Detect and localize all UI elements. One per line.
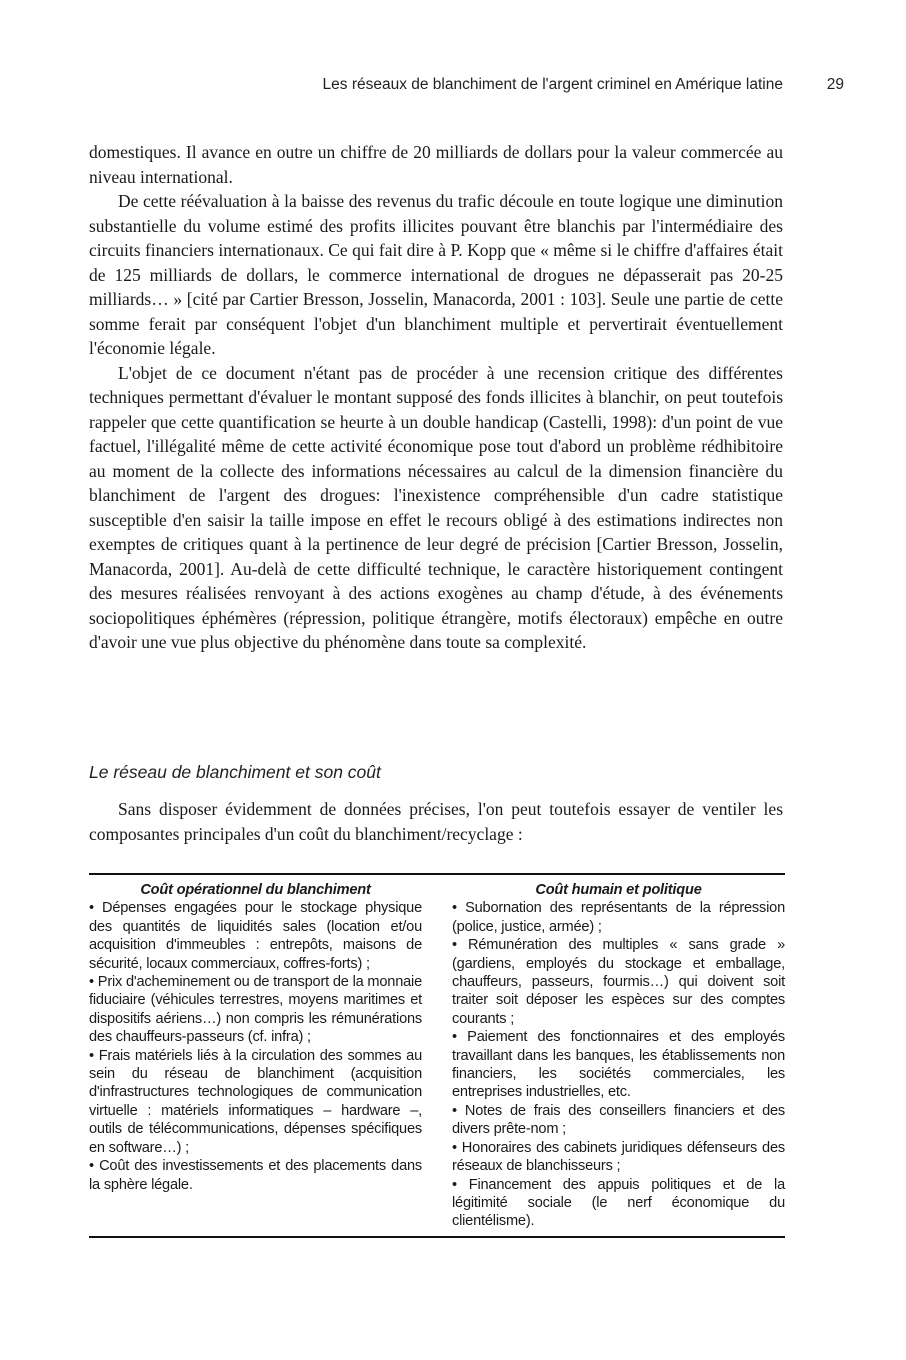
- paragraph: L'objet de ce document n'étant pas de procéder à une recension critique des différentes techniques permettant d'évaluer le montant supposé des fonds illicites à blanchir, on peut toutefois rappeler que cette quantification se heurte à un double handicap (Castelli, 1998): d'un point de vue factuel, l'illégalité même de cette activité économique pose tout d'abord un problème rédhibitoire au moment de la collecte des informations nécessaires au calcul de la dimension financière du blanchiment de l'argent des drogues: l'inexistence compréhensible d'un cadre statistique susceptible d'en saisir la taille impose en effet le recours obligé à des estimations indirectes non exemptes de critiques quant à la pertinence de leur degré de précision [Cartier Bresson, Josselin, Manacorda, 2001]. Au-delà de cette difficulté technique, le caractère historiquement contingent des mesures réalisées renvoyant à des actions exogènes au champ d'étude, à des événements sociopolitiques éphémères (répression, politique étrangère, motifs électoraux) empêche en outre d'avoir une vue plus objective du phénomène dans toute sa complexité.: [89, 362, 783, 652]
- page-number: 29: [826, 76, 844, 93]
- paragraph: domestiques. Il avance en outre un chiffre de 20 milliards de dollars pour la valeur commercée au niveau international.: [89, 142, 783, 187]
- page-header: [0, 76, 906, 98]
- list-item: • Subornation des représentants de la répression (police, justice, armée) ;: [452, 900, 785, 935]
- operational-cost-column: [89, 881, 422, 1231]
- list-item: • Prix d'acheminement ou de transport de la monnaie fiduciaire (véhicules terrestres, moyens maritimes et dispositifs aériens…) non compris les rémunérations des chauffeurs-passeurs (cf. infra) ;: [89, 974, 422, 1046]
- column-title: Coût humain et politique: [535, 882, 702, 898]
- paragraph: De cette réévaluation à la baisse des revenus du trafic découle en toute logique une diminution substantielle du volume estimé des profits illicites pouvant être blanchis par l'intermédiaire des circuits financiers internationaux. Ce qui fait dire à P. Kopp que « même si le chiffre d'affaires était de 125 milliards de dollars, le commerce international de drogues ne dépasserait pas 20-25 milliards… » [cité par Cartier Bresson, Josselin, Manacorda, 2001 : 103]. Seule une partie de cette somme ferait par conséquent l'objet d'un blanchiment multiple et pervertirait éventuellement l'économie légale.: [89, 191, 783, 358]
- list-item: • Frais matériels liés à la circulation des sommes au sein du réseau de blanchiment (acquisition d'infrastructures technologiques de communication virtuelle : matériels informatiques – hardware –, outils de télécommunications, dépenses spécifiques en software…) ;: [89, 1047, 422, 1156]
- list-item: • Paiement des fonctionnaires et des employés travaillant dans les banques, les établissements non financiers, les sociétés commerciales, les entreprises industrielles, etc.: [452, 1029, 785, 1101]
- running-title: Les réseaux de blanchiment de l'argent criminel en Amérique latine: [322, 76, 783, 93]
- section-intro: [89, 797, 783, 846]
- list-item: • Dépenses engagées pour le stockage physique des quantités de liquidités sales (location et/ou acquisition d'immeubles : entrepôts, maisons de sécurité, locaux commerciaux, coffres-forts) ;: [89, 900, 422, 972]
- section-title: Le réseau de blanchiment et son coût: [89, 762, 381, 782]
- body-text: [89, 140, 783, 655]
- list-item: • Rémunération des multiples « sans grade » (gardiens, employés du stockage et emballage, chauffeurs, passeurs, fourmis…) qui doivent soit traiter soit déposer les espèces sur des comptes courants ;: [452, 937, 785, 1027]
- list-item: • Notes de frais des conseillers financiers et des divers prête-nom ;: [452, 1102, 785, 1138]
- column-title: Coût opérationnel du blanchiment: [140, 882, 371, 898]
- list-item: • Honoraires des cabinets juridiques défenseurs des réseaux de blanchisseurs ;: [452, 1139, 785, 1175]
- list-item: • Financement des appuis politiques et de la légitimité sociale (le nerf économique du clientélisme).: [452, 1176, 785, 1230]
- cost-box: [89, 873, 785, 1238]
- human-political-cost-column: [452, 881, 785, 1231]
- paragraph: Sans disposer évidemment de données précises, l'on peut toutefois essayer de ventiler les composantes principales d'un coût du blanchiment/recyclage :: [89, 799, 783, 844]
- list-item: • Coût des investissements et des placements dans la sphère légale.: [89, 1158, 422, 1193]
